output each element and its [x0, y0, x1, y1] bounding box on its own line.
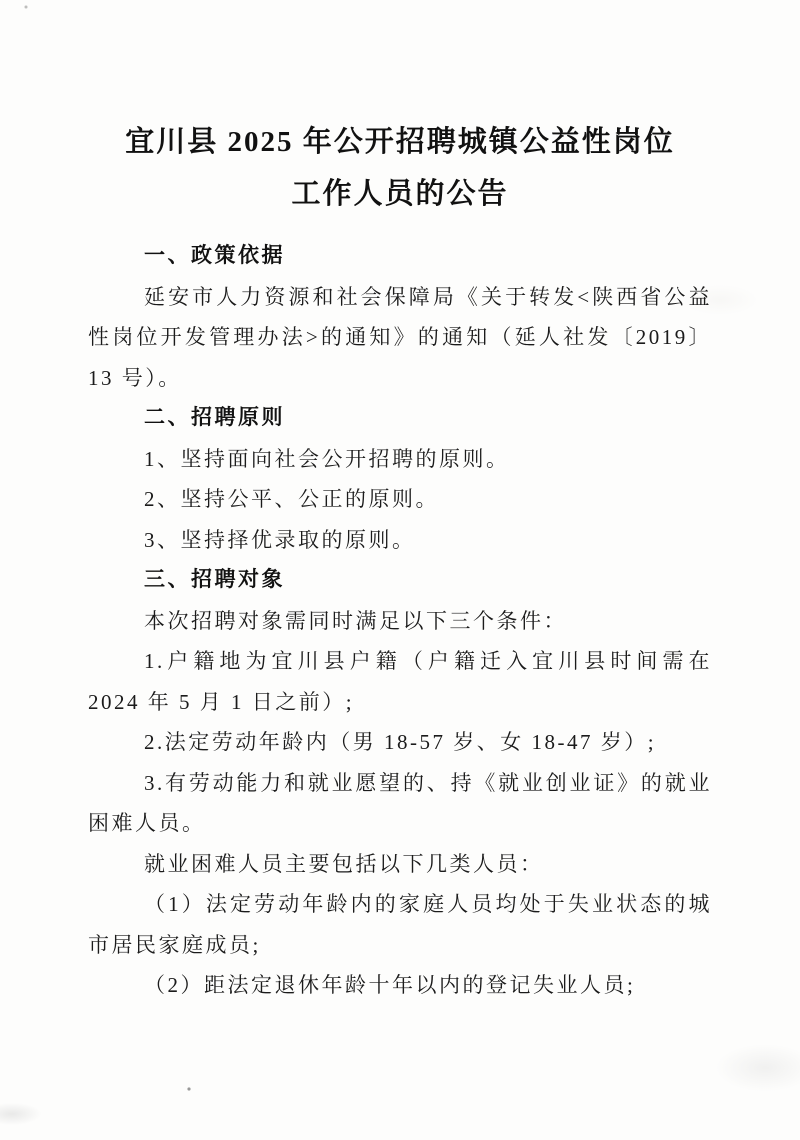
paragraph-category-2-near-retirement: （2）距法定退休年龄十年以内的登记失业人员;	[144, 973, 636, 997]
document-title-line-2: 工作人员的公告	[291, 178, 509, 210]
paragraph-principle-2: 2、坚持公平、公正的原则。	[144, 487, 439, 511]
document-title-line-1: 宜川县 2025 年公开招聘城镇公益性岗位	[125, 126, 675, 158]
paragraph-condition-2-age: 2.法定劳动年龄内（男 18-57 岁、女 18-47 岁）;	[144, 730, 657, 754]
section-heading-policy-basis: 一、政策依据	[144, 244, 285, 267]
section-heading-recruitment-targets: 三、招聘对象	[144, 568, 285, 591]
paragraph-category-1-unemployed-family: （1）法定劳动年龄内的家庭人员均处于失业状态的城市居民家庭成员;	[88, 892, 712, 957]
paragraph-condition-1-residence: 1.户籍地为宜川县户籍（户籍迁入宜川县时间需在 2024 年 5 月 1 日之前）;	[88, 649, 712, 714]
section-heading-recruitment-principles: 二、招聘原则	[144, 406, 285, 429]
paragraph-difficulty-categories-intro: 就业困难人员主要包括以下几类人员：	[144, 851, 544, 876]
paragraph-principle-1: 1、坚持面向社会公开招聘的原则。	[144, 446, 510, 471]
paragraph-policy-basis: 延安市人力资源和社会保障局《关于转发<陕西省公益性岗位开发管理办法>的通知》的通知（延人社发〔2019〕13 号）。	[88, 284, 712, 390]
paragraph-targets-intro: 本次招聘对象需同时满足以下三个条件：	[144, 608, 567, 633]
paragraph-condition-3-employment-difficulty: 3.有劳动能力和就业愿望的、持《就业创业证》的就业困难人员。	[88, 770, 712, 835]
document-title	[88, 116, 712, 220]
paragraph-principle-3: 3、坚持择优录取的原则。	[144, 527, 416, 552]
